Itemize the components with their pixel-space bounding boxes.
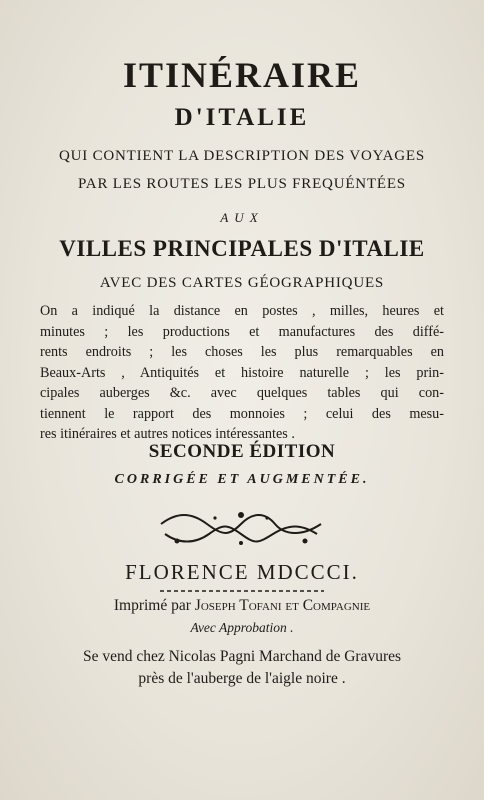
description-line: res itinéraires et autres notices intéressantes .: [40, 426, 295, 442]
description-heading-line-2: PAR LES ROUTES LES PLUS FREQUÉNTÉES: [78, 176, 406, 192]
description-line: tiennent le rapport des monnoies ; celui des mesu-: [40, 405, 444, 422]
description-heading-line-1: QUI CONTIENT LA DESCRIPTION DES VOYAGES: [58, 148, 426, 164]
description-line: cipales auberges &c. avec quelques tables qui con-: [40, 385, 444, 401]
printer-prefix: Imprimé par: [113, 597, 191, 614]
villes-heading: VILLES PRINCIPALES D'ITALIE: [59, 236, 425, 261]
printer-line: [0, 597, 484, 615]
book-title: ITINÉRAIRE: [122, 55, 362, 95]
description-line: minutes ; les productions et manufactures des diffé-: [40, 323, 444, 340]
description-line: Beaux-Arts , Antiquités et histoire naturelle ; les prin-: [40, 364, 444, 381]
edition-note: CORRIGÉE ET AUGMENTÉE.: [114, 472, 370, 487]
approbation-line: Avec Approbation .: [190, 620, 294, 635]
ornament-icon: [155, 510, 327, 550]
description-line: On a indiqué la distance en postes , milles, heures et: [40, 303, 444, 319]
imprint-place-date: FLORENCE MDCCCI.: [125, 560, 359, 584]
book-subtitle: D'ITALIE: [174, 104, 310, 131]
decorative-rule-icon: [160, 588, 324, 594]
seller-line-2: près de l'auberge de l'aigle noire .: [138, 670, 346, 687]
printer-name: Joseph Tofani et Compagnie: [194, 597, 371, 614]
seller-line-1: Se vend chez Nicolas Pagni Marchand de Gravures: [82, 648, 402, 665]
description-paragraph: [40, 301, 444, 445]
maps-line: AVEC DES CARTES GÉOGRAPHIQUES: [99, 275, 385, 291]
aux-line: AUX: [220, 210, 264, 225]
edition-heading: SECONDE ÉDITION: [148, 441, 336, 462]
description-line: rents endroits ; les choses les plus remarquables en: [40, 344, 444, 360]
